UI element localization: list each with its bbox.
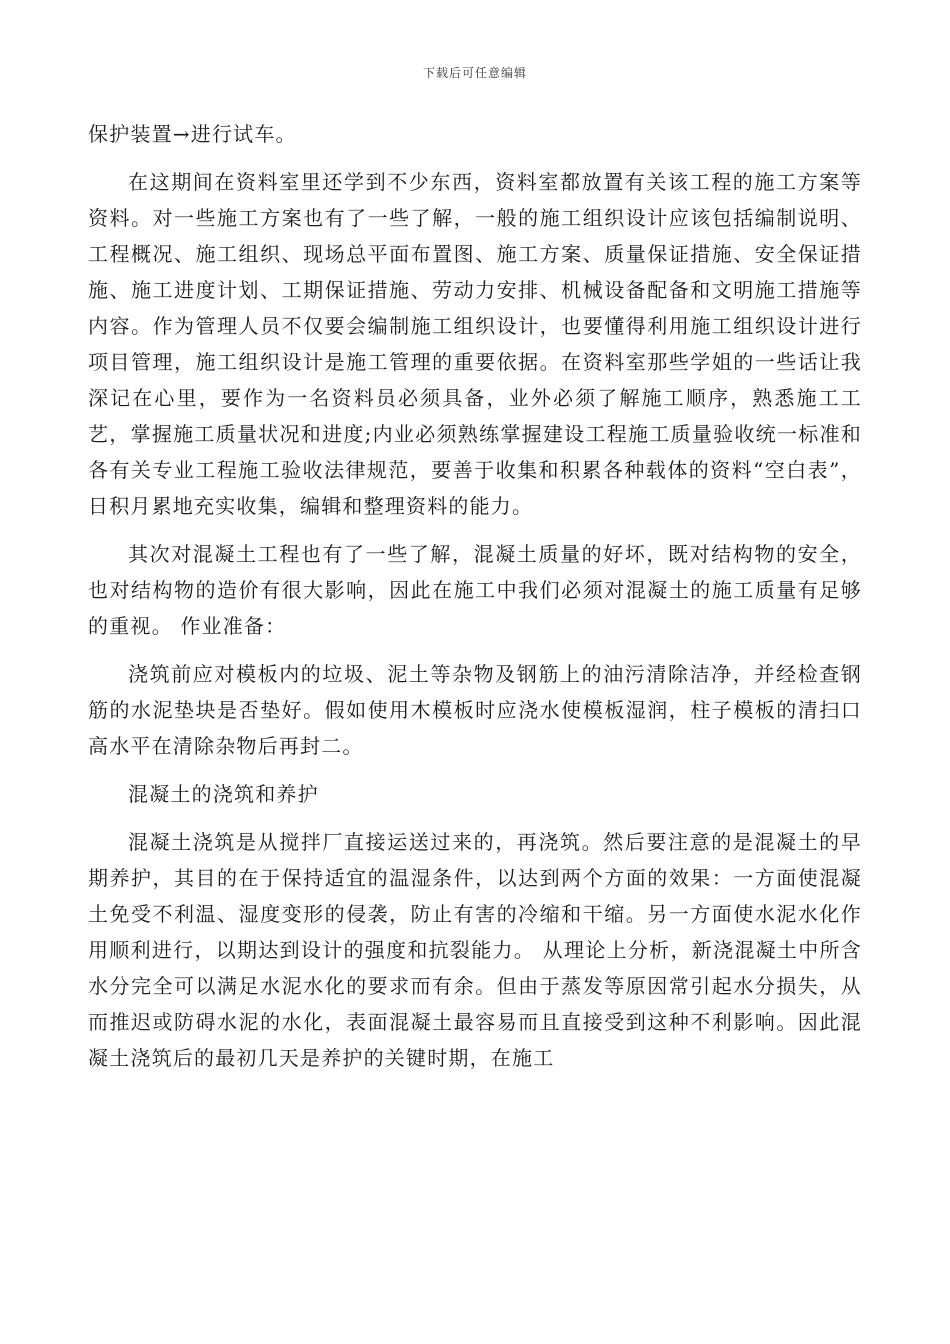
paragraph-continuation: 保护装置→进行试车。 (88, 122, 297, 146)
document-body (88, 116, 862, 1076)
paragraph-preparation: 浇筑前应对模板内的垃圾、泥土等杂物及钢筋上的油污清除洁净，并经检查钢筋的水泥垫块是否垫好。假如使用木模板时应浇水使模板湿润，柱子模板的清扫口高水平在清除杂物后再封二。 (88, 662, 862, 758)
paragraph-pouring-curing: 混凝土浇筑是从搅拌厂直接运送过来的，再浇筑。然后要注意的是混凝土的早期养护，其目的在于保持适宜的温湿条件，以达到两个方面的效果：一方面使混凝土免受不利温、湿度变形的侵袭，防止有害的冷缩和干缩。另一方面使水泥水化作用顺利进行，以期达到设计的强度和抗裂能力。 从理论上分析，新浇混凝土中所含水分完全可以满足水泥水化的要求而有余。但由于蒸发等原因常引起水分损失，从而推迟或防碍水泥的水化，表面混凝土最容易而且直接受到这种不利影响。因此混凝土浇筑后的最初几天是养护的关键时期，在施工 (88, 830, 862, 1070)
page-header: 下载后可任意编辑 (422, 66, 527, 80)
paragraph-concrete-intro: 其次对混凝土工程也有了一些了解，混凝土质量的好坏，既对结构物的安全，也对结构物的造价有很大影响，因此在施工中我们必须对混凝土的施工质量有足够的重视。 作业准备： (88, 542, 862, 638)
section-heading-pouring-curing: 混凝土的浇筑和养护 (128, 782, 319, 806)
paragraph-data-room: 在这期间在资料室里还学到不少东西，资料室都放置有关该工程的施工方案等资料。对一些施工方案也有了一些了解，一般的施工组织设计应该包括编制说明、工程概况、施工组织、现场总平面布置图、施工方案、质量保证措施、安全保证措施、施工进度计划、工期保证措施、劳动力安排、机械设备配备和文明施工措施等内容。作为管理人员不仅要会编制施工组织设计，也要懂得利用施工组织设计进行项目管理，施工组织设计是施工管理的重要依据。在资料室那些学姐的一些话让我深记在心里，要作为一名资料员必须具备，业外必须了解施工顺序，熟悉施工工艺，掌握施工质量状况和进度;内业必须熟练掌握建设工程施工质量验收统一标准和各有关专业工程施工验收法律规范，要善于收集和积累各种载体的资料“空白表”，日积月累地充实收集，编辑和整理资料的能力。 (88, 170, 862, 518)
